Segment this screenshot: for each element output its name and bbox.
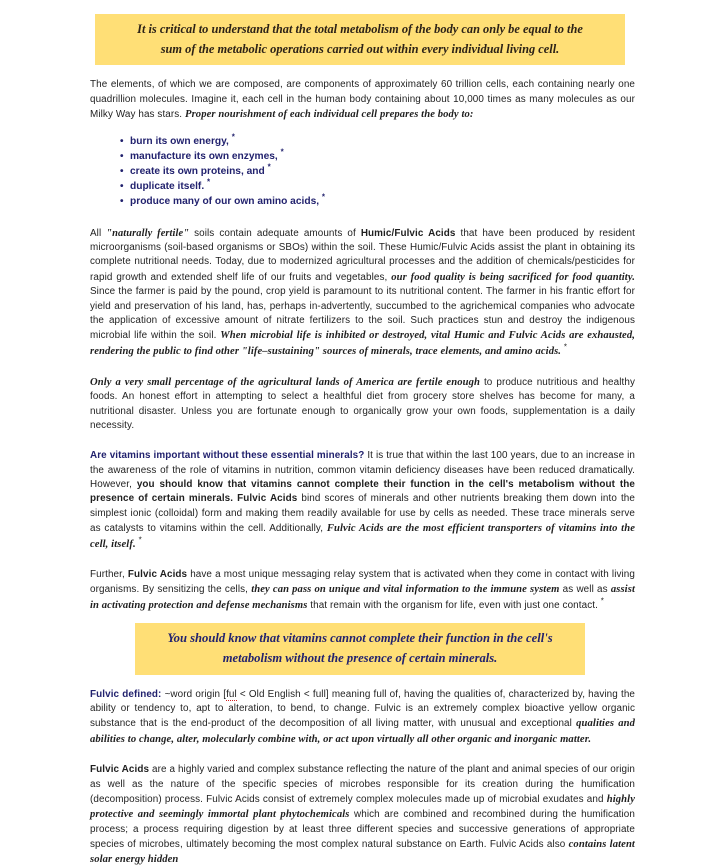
- list-item: [120, 177, 635, 195]
- vitamins-text-1: It is true that within the last 100 years, due to an increase in the awareness of the role of vitamins in nutrition, common vitamin deficiency diseases have been reduced dramatically. However,: [90, 450, 635, 491]
- soils-text-1: All: [90, 227, 107, 239]
- bullet-label-2: create its own proteins, and: [130, 166, 265, 178]
- defined-text-2: < Old English < full] meaning full of, having the qualities of, characterized by, having the ability or tendency to, apt to alteration, to bend, to change. Fulvic is an extremely complex bioactive yellow organic substance that is the end-product of the decomposition of all living matter, with unusual and exceptional: [90, 688, 635, 730]
- messaging-emphasis-1: they can pass on unique and vital information to the immune system: [251, 584, 560, 596]
- fulvic-acids-emphasis-2: contains latent solar energy hidden: [90, 839, 635, 866]
- defined-text-1: ~word origin [: [161, 688, 227, 700]
- paragraph-fulvic-defined: [90, 688, 635, 747]
- highlight-banner-vitamins: [135, 623, 585, 675]
- list-item: [120, 132, 635, 150]
- messaging-text-4: that remain with the organism for life, even with just one contact.: [307, 599, 598, 611]
- paragraph-lands: [90, 375, 635, 433]
- paragraph-vitamins: [90, 449, 635, 552]
- list-item: [120, 162, 635, 180]
- document-page: [0, 14, 720, 866]
- asterisk-marker: *: [231, 132, 235, 142]
- soils-text-3: that have been produced by resident microorganisms (soil-based organisms or SBOs) within the soil. These Humic/Fulvic Acids assist the plant in obtaining its complete nutritional needs. Today, due to modernized agricultural processes and the addition of chemicals/pesticides for rapid growth and extended shelf life of our fruits and vegetables,: [90, 227, 635, 283]
- bullet-label-0: burn its own energy,: [130, 136, 229, 148]
- highlight-banner-metabolism: [95, 14, 625, 65]
- soils-emphasis-2: When microbial life is inhibited or destroyed, vital Humic and Fulvic Acids are exhausted, rendering the public to find other "life–sustaining" sources of minerals, trace elements, and amino acids.: [90, 330, 635, 357]
- bullet-label-1: manufacture its own enzymes,: [130, 151, 278, 163]
- paragraph-soils: [90, 226, 635, 359]
- list-item: [120, 192, 635, 210]
- messaging-text-1: Further,: [90, 568, 128, 580]
- asterisk-marker: *: [600, 596, 604, 606]
- paragraph-elements: [90, 78, 635, 122]
- messaging-emphasis-2: assist in activating protection and defense mechanisms: [90, 584, 635, 611]
- asterisk-marker: *: [138, 535, 142, 545]
- paragraph-elements-text: The elements, of which we are composed, are components of approximately 60 trillion cells, each containing nearly one quadrillion molecules. Imagine it, each cell in the human body containing about 10,000 times as many molecules as our Milky Way has stars.: [90, 79, 635, 120]
- paragraph-elements-emphasis: Proper nourishment of each individual cell prepares the body to:: [185, 108, 474, 120]
- fulvic-acids-bold-term: Fulvic Acids: [90, 764, 150, 776]
- vitamins-bold-statement: you should know that vitamins cannot complete their function in the cell's metabolism without the presence of certain minerals. Fulvic Acids: [90, 479, 635, 505]
- bullet-label-3: duplicate itself.: [130, 180, 205, 192]
- bullet-label-4: produce many of our own amino acids,: [130, 195, 320, 207]
- vitamins-question-heading: Are vitamins important without these essential minerals?: [90, 450, 365, 462]
- paragraph-messaging: [90, 568, 635, 613]
- defined-emphasis: qualities and abilities to change, alter, molecularly combine with, or act upon virtually all other organic and inorganic matter.: [90, 718, 635, 745]
- soils-quote: "naturally fertile": [106, 227, 190, 239]
- document-body: [0, 65, 720, 613]
- asterisk-marker: *: [267, 162, 271, 172]
- cell-capabilities-list: [90, 132, 635, 209]
- document-body-lower: [0, 675, 720, 868]
- banner-2-line-2: metabolism without the presence of certain minerals.: [222, 651, 498, 666]
- asterisk-marker: *: [207, 177, 211, 187]
- soils-emphasis-1: our food quality is being sacrificed for food quantity.: [391, 271, 635, 283]
- banner-1-line-2: sum of the metabolic operations carried out within every individual living cell.: [160, 42, 560, 57]
- banner-2-line-1: You should know that vitamins cannot complete their function in the cell's: [167, 630, 553, 645]
- lands-text: to produce nutritious and healthy foods. An honest effort in attempting to select a healthful diet from grocery store shelves has become for many, a nutritional disaster. Unless you are fortunate enough to organically grow your own foods, supplementation is a daily necessity.: [90, 376, 635, 432]
- list-item: [120, 147, 635, 165]
- asterisk-marker: *: [321, 192, 326, 202]
- vitamins-emphasis: Fulvic Acids are the most efficient transporters of vitamins into the cell, itself.: [90, 523, 635, 550]
- fulvic-defined-heading: Fulvic defined:: [90, 688, 162, 700]
- lands-emphasis: Only a very small percentage of the agricultural lands of America are fertile enough: [90, 376, 480, 388]
- messaging-text-3: as well as: [559, 584, 611, 596]
- asterisk-marker: *: [563, 342, 568, 352]
- fulvic-acids-text-1: are a highly varied and complex substance reflecting the nature of the plant and animal species of our origin as well as the nature of the specific species of microbes responsible for its creation during the humification (decomposition) process. Fulvic Acids consist of extremely complex molecules made up of microbial exudates and: [90, 764, 635, 805]
- soils-text-2: soils contain adequate amounts of: [189, 227, 361, 239]
- asterisk-marker: *: [280, 147, 284, 157]
- soils-bold-term: Humic/Fulvic Acids: [360, 227, 456, 239]
- messaging-bold-term: Fulvic Acids: [127, 568, 188, 580]
- messaging-text-2: have a most unique messaging relay system that is activated when they come in contact with living organisms. By sensitizing the cells,: [90, 568, 635, 596]
- fulvic-acids-emphasis-1: highly protective and seemingly immortal plant phytochemicals: [90, 793, 635, 821]
- fulvic-acids-text-2: which are combined and recombined during the humification process; a process requiring digestion by at least three different species and successive generations of appropriate species of microbes, ultimately becoming the most complex natural substance on Earth. Fulvic Acids also: [90, 809, 635, 850]
- spellcheck-misspelled-word: ful: [226, 688, 237, 700]
- soils-text-4: Since the farmer is paid by the pound, crop yield is paramount to its nutritional content. The farmer in his frantic effort for yield and preservation of his land, has, perhaps in-advertently, succumbed to the agrichemical companies who advocate the application of excessive amount of nitrate fertilizers to the soil. Such practices stun and destroy the indigenous microbial life within the soil.: [90, 286, 635, 342]
- vitamins-text-2: bind scores of minerals and other nutrients breaking them down into the simplest ionic (colloidal) form and making them readily available for use by cells as needed. These trace minerals serve as catalysts to vitamins within the cell. Additionally,: [90, 493, 635, 535]
- paragraph-fulvic-acids: [90, 763, 635, 868]
- banner-1-line-1: It is critical to understand that the total metabolism of the body can only be equal to the: [137, 22, 583, 36]
